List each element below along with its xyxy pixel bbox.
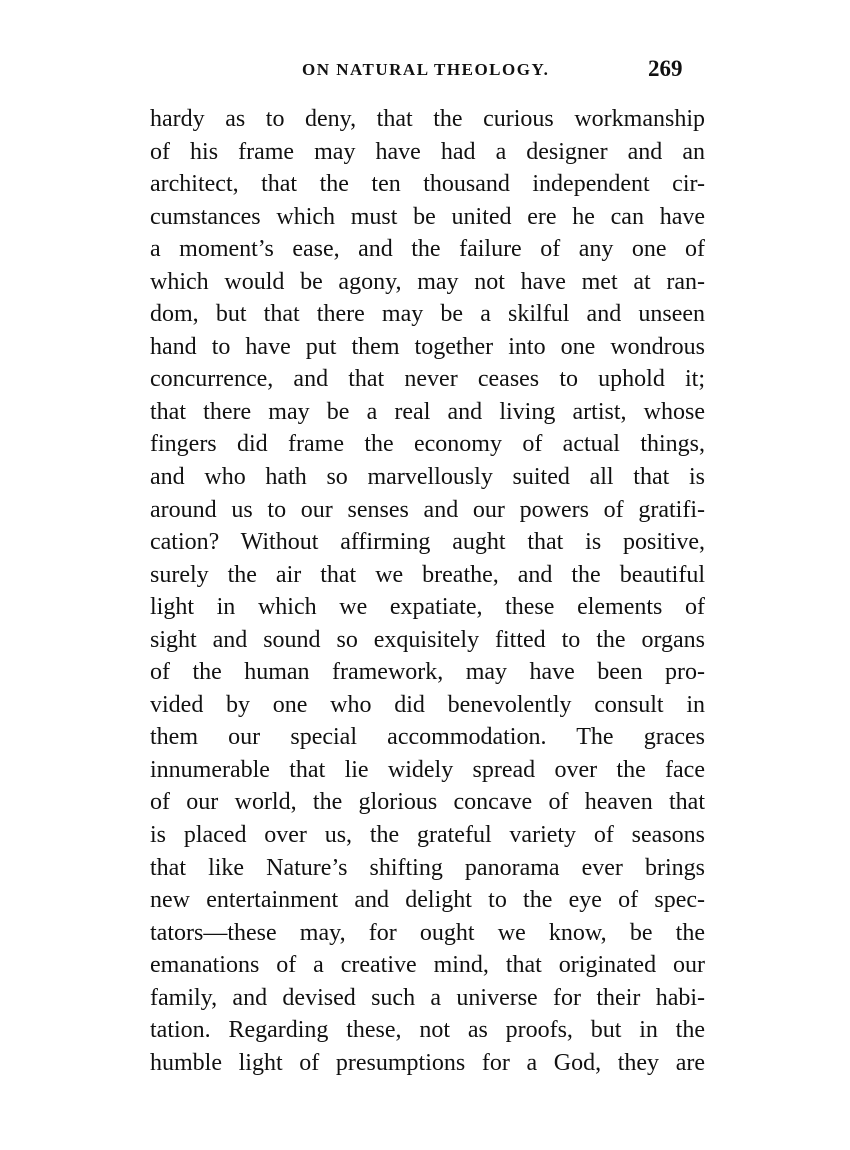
page-number: 269 xyxy=(648,56,683,81)
text-line: innumerable that lie widely spread over the face xyxy=(150,756,705,783)
text-line: of our world, the glorious concave of heaven that xyxy=(150,789,705,816)
text-line: architect, that the ten thousand independent cir- xyxy=(150,171,705,198)
text-line: dom, but that there may be a skilful and unseen xyxy=(150,301,705,328)
text-line: emanations of a creative mind, that originated our xyxy=(150,952,705,979)
text-line: around us to our senses and our powers of gratifi- xyxy=(150,496,705,523)
text-line: them our special accommodation. The graces xyxy=(150,724,705,751)
text-line: family, and devised such a universe for their habi- xyxy=(150,984,705,1011)
running-head xyxy=(0,56,850,84)
text-line: hand to have put them together into one wondrous xyxy=(150,333,705,360)
text-line: surely the air that we breathe, and the beautiful xyxy=(150,561,705,588)
text-line: and who hath so marvellously suited all that is xyxy=(150,464,705,491)
text-line: a moment’s ease, and the failure of any one of xyxy=(150,236,705,263)
text-line: which would be agony, may not have met at ran- xyxy=(150,268,705,295)
text-line: new entertainment and delight to the eye of spec- xyxy=(150,887,705,914)
text-line: hardy as to deny, that the curious workmanship xyxy=(150,106,705,132)
text-line: concurrence, and that never ceases to uphold it; xyxy=(150,366,705,393)
text-line: that there may be a real and living artist, whose xyxy=(150,398,705,425)
text-line: is placed over us, the grateful variety of seasons xyxy=(150,822,705,849)
text-line: tation. Regarding these, not as proofs, but in the xyxy=(150,1017,705,1044)
text-line: that like Nature’s shifting panorama ever brings xyxy=(150,854,705,881)
text-line: of his frame may have had a designer and an xyxy=(150,138,705,165)
text-line: tators—these may, for ought we know, be the xyxy=(150,919,705,946)
text-line: sight and sound so exquisitely fitted to the organs xyxy=(150,626,705,653)
text-line: cation? Without affirming aught that is positive, xyxy=(150,529,705,556)
text-line: light in which we expatiate, these elements of xyxy=(150,594,705,621)
text-line: vided by one who did benevolently consult in xyxy=(150,691,705,718)
text-line: humble light of presumptions for a God, they are xyxy=(150,1049,705,1076)
text-line: cumstances which must be united ere he can have xyxy=(150,203,705,230)
running-title: ON NATURAL THEOLOGY. xyxy=(302,60,550,79)
text-line: of the human framework, may have been pro- xyxy=(150,659,705,686)
body-text xyxy=(150,103,705,1079)
text-line: fingers did frame the economy of actual things, xyxy=(150,431,705,458)
